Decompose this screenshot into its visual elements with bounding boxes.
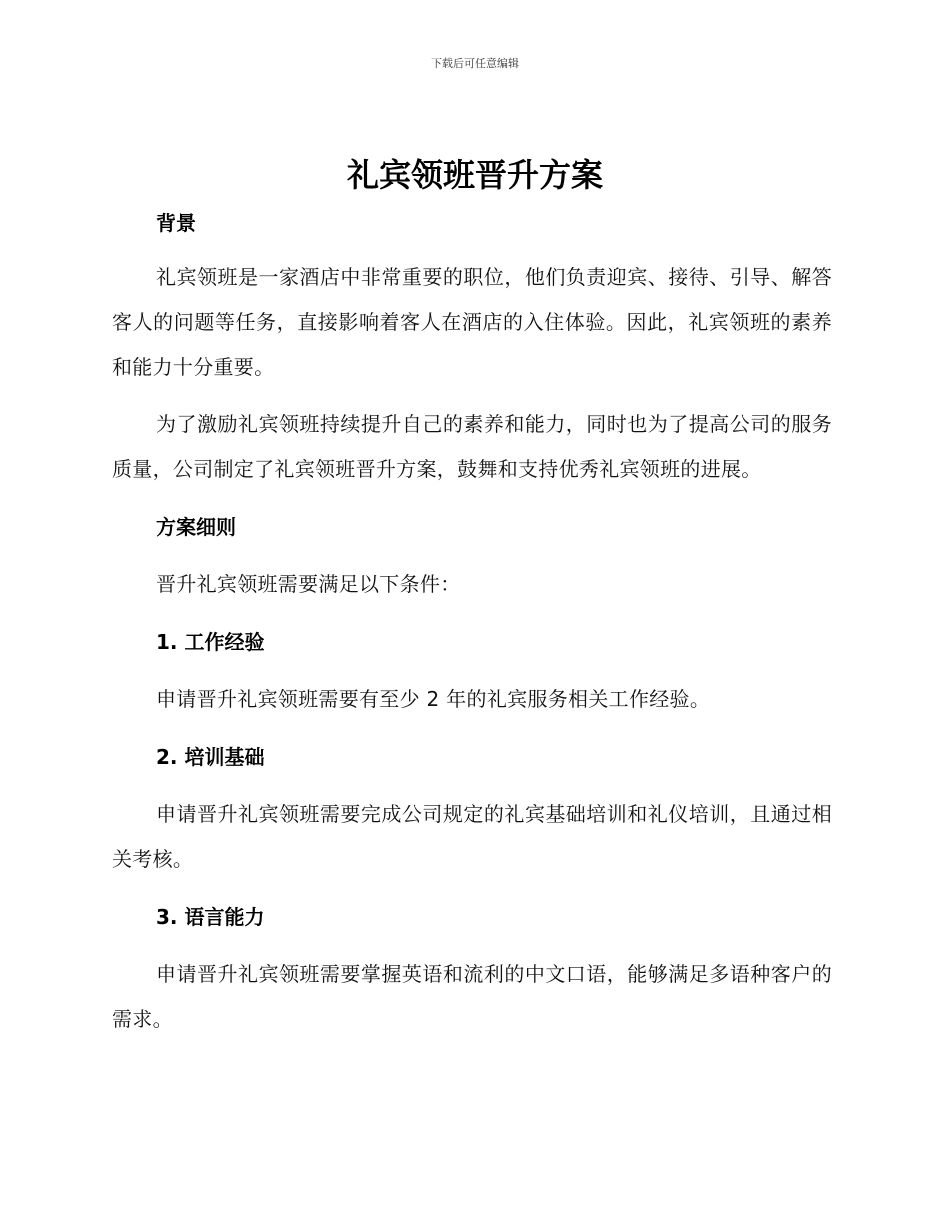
background-paragraph-1: 礼宾领班是一家酒店中非常重要的职位，他们负责迎宾、接待、引导、解答客人的问题等任务，直接影响着客人在酒店的入住体验。因此，礼宾领班的素养和能力十分重要。	[112, 265, 832, 379]
background-paragraph-2: 为了激励礼宾领班持续提升自己的素养和能力，同时也为了提高公司的服务质量，公司制定了礼宾领班晋升方案，鼓舞和支持优秀礼宾领班的进展。	[112, 412, 832, 481]
document-title: 礼宾领班晋升方案	[346, 156, 603, 194]
item-heading-3: 3. 语言能力	[156, 905, 265, 929]
item-text-3: 申请晋升礼宾领班需要掌握英语和流利的中文口语，能够满足多语种客户的需求。	[112, 962, 832, 1031]
item-heading-1: 1. 工作经验	[156, 630, 265, 654]
section-heading-details: 方案细则	[156, 515, 236, 539]
section-heading-background: 背景	[156, 211, 196, 235]
document-body	[112, 203, 832, 1042]
item-text-1: 申请晋升礼宾领班需要有至少 2 年的礼宾服务相关工作经验。	[156, 687, 711, 711]
header-note: 下载后可任意编辑	[431, 57, 519, 70]
item-text-2: 申请晋升礼宾领班需要完成公司规定的礼宾基础培训和礼仪培训，且通过相关考核。	[112, 802, 832, 871]
item-heading-2: 2. 培训基础	[156, 745, 265, 769]
details-intro: 晋升礼宾领班需要满足以下条件：	[156, 572, 461, 596]
